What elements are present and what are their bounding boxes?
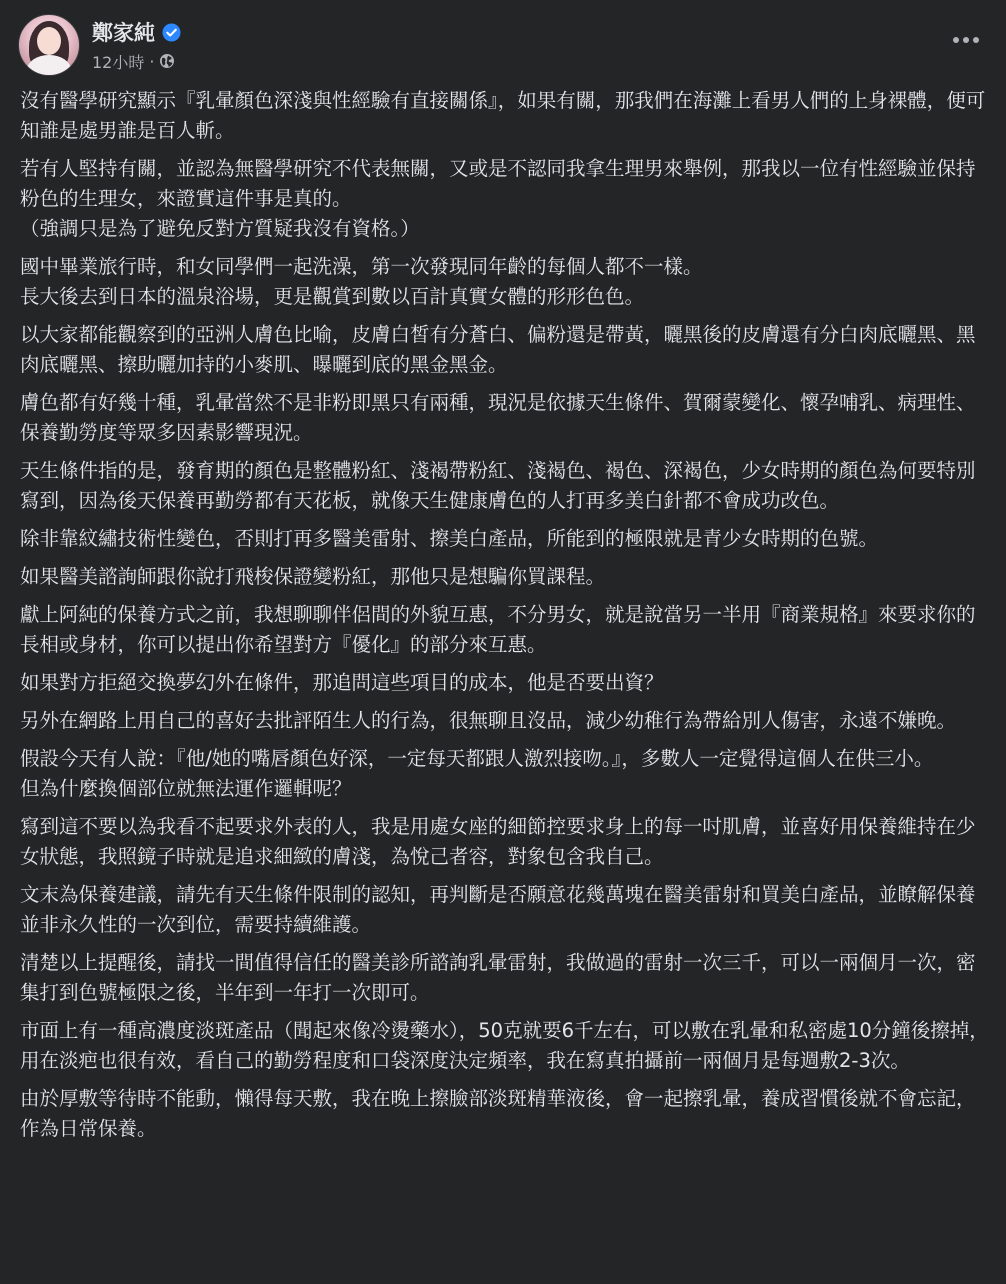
separator-dot: · — [149, 51, 155, 71]
post-paragraph: 國中畢業旅行時，和女同學們一起洗澡，第一次發現同年齡的每個人都不一樣。 長大後去到日本的溫泉浴場，更是觀賞到數以百計真實女體的形形色色。 — [20, 255, 703, 308]
author-name[interactable]: 鄭家純 — [92, 21, 155, 45]
more-horizontal-icon[interactable] — [948, 30, 984, 50]
post-paragraph: 清楚以上提醒後，請找一間值得信任的醫美診所諮詢乳暈雷射，我做過的雷射一次三千，可以一兩個月一次，密集打到色號極限之後，半年到一年打一次即可。 — [20, 951, 976, 1004]
globe-icon[interactable] — [159, 53, 175, 69]
post-paragraph: 膚色都有好幾十種，乳暈當然不是非粉即黑只有兩種，現況是依據天生條件、賀爾蒙變化、懷孕哺乳、病理性、保養勤勞度等眾多因素影響現況。 — [20, 391, 976, 444]
more-dot-icon — [953, 37, 959, 43]
post-paragraph: 假設今天有人說：『他/她的嘴唇顏色好深，一定每天都跟人激烈接吻。』，多數人一定覺得這個人在供三小。 但為什麼換個部位就無法運作邏輯呢？ — [20, 747, 934, 800]
post-paragraph: 獻上阿純的保養方式之前，我想聊聊伴侶間的外貌互惠，不分男女，就是說當另一半用『商業規格』來要求你的長相或身材，你可以提出你希望對方『優化』的部分來互惠。 — [20, 603, 976, 656]
post-body — [20, 86, 990, 1152]
post-paragraph: 市面上有一種高濃度淡斑產品（聞起來像冷燙藥水），50克就要6千左右，可以敷在乳暈和私密處10分鐘後擦掉，用在淡疤也很有效，看自己的勤勞程度和口袋深度決定頻率，我在寫真拍攝前一兩個月是每週敷2-3次。 — [20, 1019, 989, 1072]
post-paragraph: 以大家都能觀察到的亞洲人膚色比喻，皮膚白皙有分蒼白、偏粉還是帶黃，曬黑後的皮膚還有分白肉底曬黑、黑肉底曬黑、擦助曬加持的小麥肌、曝曬到底的黑金黑金。 — [20, 323, 976, 376]
post-paragraph: 除非靠紋繡技術性變色，否則打再多醫美雷射、擦美白產品，所能到的極限就是青少女時期的色號。 — [20, 527, 879, 550]
post-meta — [92, 17, 181, 73]
post-paragraph: 寫到這不要以為我看不起要求外表的人，我是用處女座的細節控要求身上的每一吋肌膚，並喜好用保養維持在少女狀態，我照鏡子時就是追求細緻的膚淺，為悅己者容，對象包含我自己。 — [20, 815, 976, 868]
avatar-face-shape — [37, 27, 61, 55]
post-paragraph: 另外在網路上用自己的喜好去批評陌生人的行為，很無聊且沒品，減少幼稚行為帶給別人傷害，永遠不嫌晚。 — [20, 709, 957, 732]
post-paragraph: 天生條件指的是，發育期的顏色是整體粉紅、淺褐帶粉紅、淺褐色、褐色、深褐色，少女時期的顏色為何要特別寫到，因為後天保養再勤勞都有天花板，就像天生健康膚色的人打再多美白針都不會成功改色。 — [20, 459, 976, 512]
avatar[interactable] — [18, 14, 80, 76]
verified-badge-icon — [162, 23, 181, 42]
post-subline — [92, 49, 181, 73]
author-row — [92, 17, 181, 47]
post-paragraph: 沒有醫學研究顯示『乳暈顏色深淺與性經驗有直接關係』，如果有關，那我們在海灘上看男人們的上身裸體，便可知誰是處男誰是百人斬。 — [20, 89, 986, 142]
post-paragraph: 如果醫美諮詢師跟你說打飛梭保證變粉紅，那他只是想騙你買課程。 — [20, 565, 606, 588]
post-header — [18, 14, 181, 76]
more-dot-icon — [973, 37, 979, 43]
post-paragraph: 文末為保養建議，請先有天生條件限制的認知，再判斷是否願意花幾萬塊在醫美雷射和買美白產品，並瞭解保養並非永久性的一次到位，需要持續維護。 — [20, 883, 976, 936]
post-paragraph: 若有人堅持有關，並認為無醫學研究不代表無關，又或是不認同我拿生理男來舉例，那我以一位有性經驗並保持粉色的生理女，來證實這件事是真的。 （強調只是為了避免反對方質疑我沒有資格。） — [20, 157, 976, 240]
post-paragraph: 如果對方拒絕交換夢幻外在條件，那追問這些項目的成本，他是否要出資？ — [20, 671, 664, 694]
more-dot-icon — [963, 37, 969, 43]
post-timestamp[interactable]: 12小時 — [92, 52, 145, 72]
post-paragraph: 由於厚敷等待時不能動，懶得每天敷，我在晚上擦臉部淡斑精華液後，會一起擦乳暈，養成習慣後就不會忘記，作為日常保養。 — [20, 1087, 976, 1140]
